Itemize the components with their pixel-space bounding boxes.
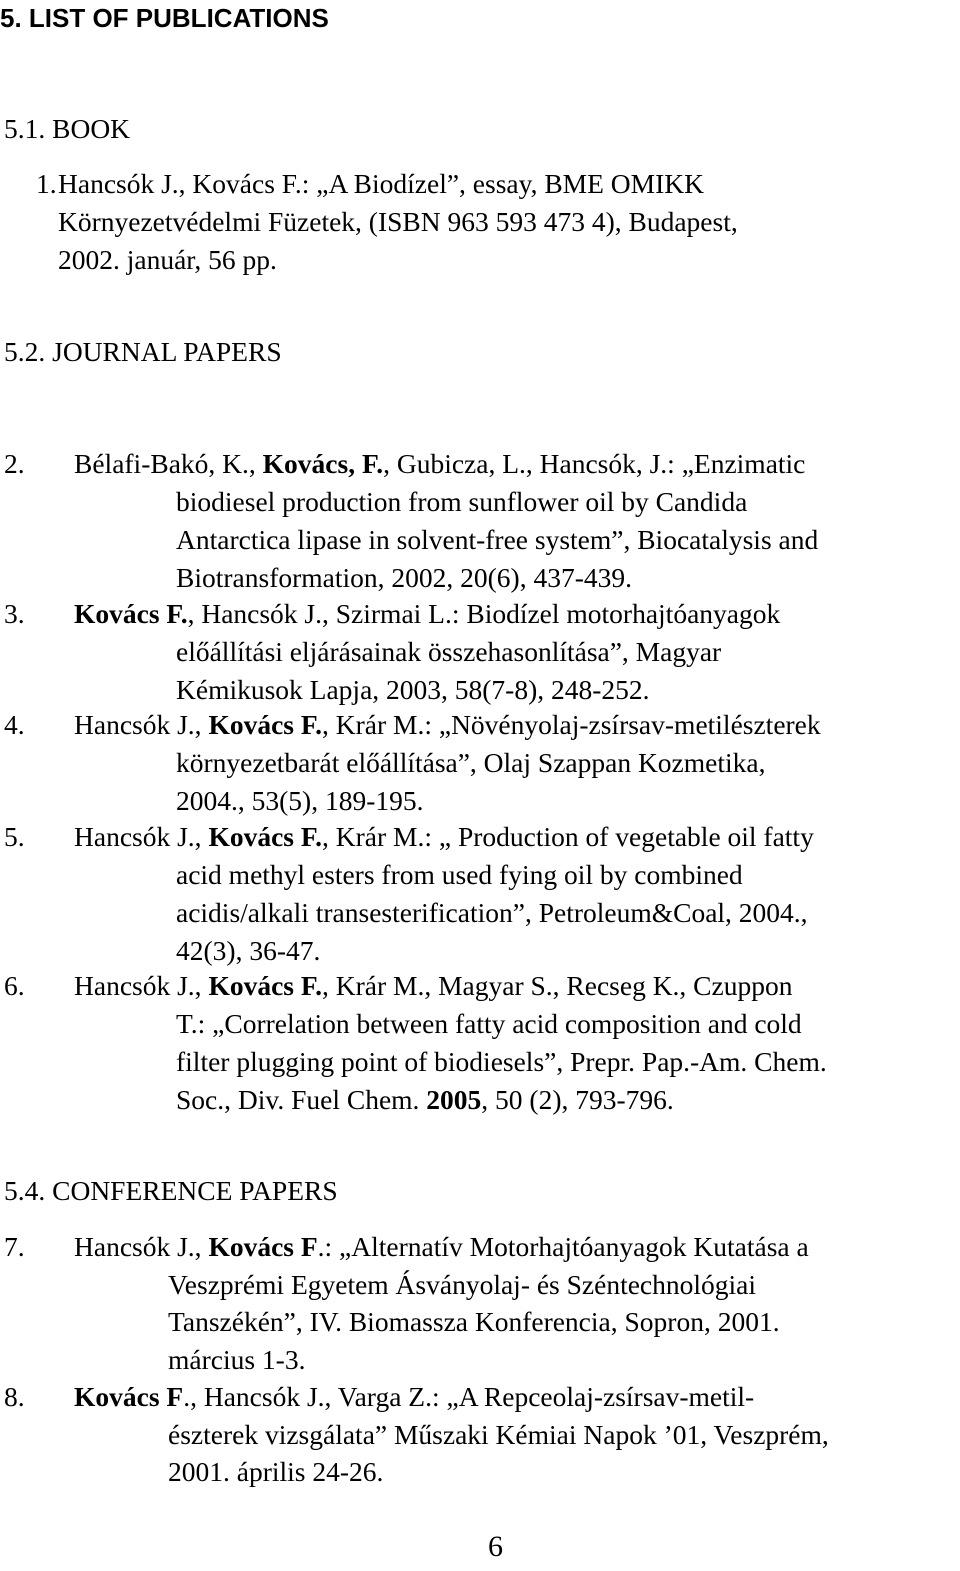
line-text: , Hancsók J., Szirmai L.: Biodízel motorhajtóanyagok xyxy=(187,598,781,629)
bold-author: Kovács F xyxy=(74,1381,184,1412)
entry-line xyxy=(74,967,792,1005)
entry-line: észterek vizsgálata” Műszaki Kémiai Napok ’01, Veszprém, xyxy=(168,1418,829,1450)
bold-author: Kovács F. xyxy=(208,821,323,852)
entry-line: Antarctica lipase in solvent-free system”, Biocatalysis and xyxy=(176,524,819,555)
bold-author: Kovács F. xyxy=(74,598,188,629)
entry-line xyxy=(74,1228,809,1266)
entry-number: 6. xyxy=(4,970,25,1001)
entry-line: előállítási eljárásainak összehasonlítása”, Magyar xyxy=(176,636,722,667)
section-heading-journal: 5.2. JOURNAL PAPERS xyxy=(4,336,282,367)
entry-line: Biotransformation, 2002, 20(6), 437-439. xyxy=(176,562,632,593)
entry-number: 3. xyxy=(4,598,25,629)
bold-author: Kovács F xyxy=(208,1231,318,1262)
entry-line: március 1-3. xyxy=(168,1343,306,1375)
entry-number: 4. xyxy=(4,709,25,740)
entry-line xyxy=(74,818,814,856)
line-text: .: „Alternatív Motorhajtóanyagok Kutatása a xyxy=(317,1231,809,1262)
entry-number: 2. xyxy=(4,448,25,479)
entry-number: 5. xyxy=(4,821,25,852)
entry-line: 2002. január, 56 pp. xyxy=(58,244,277,275)
section-heading-book: 5.1. BOOK xyxy=(4,113,131,144)
entry-line: biodiesel production from sunflower oil by Candida xyxy=(176,486,748,517)
line-text: Hancsók J., xyxy=(74,709,209,740)
entry-number: 8. xyxy=(4,1381,25,1412)
entry-line: acid methyl esters from used fying oil by combined xyxy=(176,859,743,890)
entry-line xyxy=(176,1081,674,1119)
line-text: Soc., Div. Fuel Chem. xyxy=(176,1084,427,1115)
entry-line: környezetbarát előállítása”, Olaj Szappan Kozmetika, xyxy=(176,747,766,778)
entry-line xyxy=(74,1378,754,1416)
entry-line: Kémikusok Lapja, 2003, 58(7-8), 248-252. xyxy=(176,674,650,705)
entry-line: Hancsók J., Kovács F.: „A Biodízel”, essay, BME OMIKK xyxy=(58,168,704,199)
entry-number: 7. xyxy=(4,1231,25,1262)
entry-line: Tanszékén”, IV. Biomassza Konferencia, Sopron, 2001. xyxy=(168,1306,780,1337)
line-text: ., Hancsók J., Varga Z.: „A Repceolaj-zsírsav-metil- xyxy=(183,1381,755,1412)
line-text: Hancsók J., xyxy=(74,1231,209,1262)
line-text: , 50 (2), 793-796. xyxy=(481,1084,674,1115)
section-heading-conference: 5.4. CONFERENCE PAPERS xyxy=(4,1175,338,1206)
entry-line: filter plugging point of biodiesels”, Prepr. Pap.-Am. Chem. xyxy=(176,1046,827,1077)
bold-author: 2005 xyxy=(426,1084,482,1115)
entry-line: 2001. április 24-26. xyxy=(168,1456,384,1487)
entry-line: T.: „Correlation between fatty acid composition and cold xyxy=(176,1008,802,1039)
line-text: Hancsók J., xyxy=(74,821,209,852)
entry-line xyxy=(74,595,780,633)
line-text: , Gubicza, L., Hancsók, J.: „Enzimatic xyxy=(383,448,806,479)
entry-line: 2004., 53(5), 189-195. xyxy=(176,785,424,816)
page-number: 6 xyxy=(488,1530,503,1563)
line-text: Hancsók J., xyxy=(74,970,209,1001)
entry-number: 1. xyxy=(36,168,57,199)
line-text: , Krár M.: „Növényolaj-zsírsav-metilészterek xyxy=(322,709,821,740)
page-title: 5. LIST OF PUBLICATIONS xyxy=(0,3,329,33)
entry-line: 42(3), 36-47. xyxy=(176,935,321,966)
bold-author: Kovács F. xyxy=(208,709,323,740)
bold-author: Kovács, F. xyxy=(262,448,384,479)
bold-author: Kovács F. xyxy=(208,970,323,1001)
entry-line: Környezetvédelmi Füzetek, (ISBN 963 593 473 4), Budapest, xyxy=(58,206,738,237)
line-text: , Krár M., Magyar S., Recseg K., Czuppon xyxy=(322,970,793,1001)
entry-line xyxy=(74,445,805,483)
entry-line xyxy=(74,706,821,744)
entry-line: acidis/alkali transesterification”, Petroleum&Coal, 2004., xyxy=(176,897,808,928)
line-text: Bélafi-Bakó, K., xyxy=(74,448,263,479)
line-text: , Krár M.: „ Production of vegetable oil fatty xyxy=(322,821,814,852)
entry-line: Veszprémi Egyetem Ásványolaj- és Széntechnológiai xyxy=(168,1268,757,1300)
